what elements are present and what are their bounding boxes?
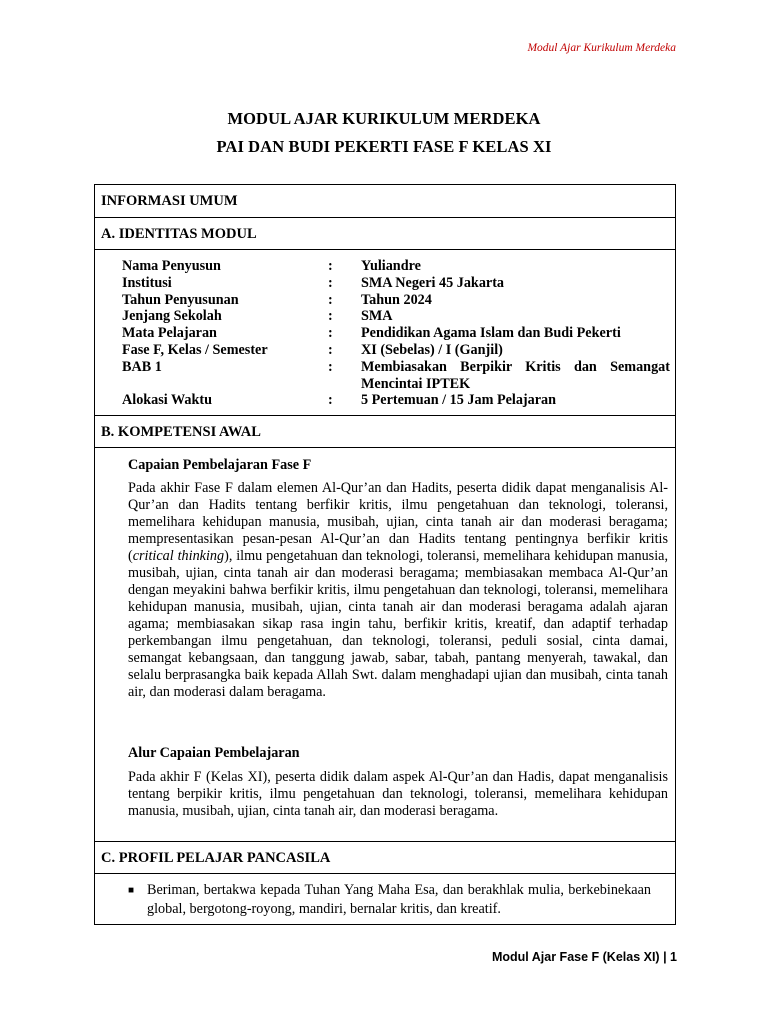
identity-label: Alokasi Waktu: [122, 392, 213, 409]
identity-colon: :: [328, 358, 333, 375]
identity-label: Nama Penyusun: [122, 258, 221, 274]
identity-value: XI (Sebelas) / I (Ganjil): [361, 341, 503, 358]
identity-label: Jenjang Sekolah: [122, 308, 222, 325]
identity-value: Pendidikan Agama Islam dan Budi Pekerti: [361, 325, 621, 342]
capaian-text-start: Pada akhir Fase F dalam elemen Al-Qur’an dan Hadits, peserta didik dapat menganalisis Al-Qur’an dan Hadits tentang berfikir kritis, ilmu pengetahuan dan teknologi, toleransi, memelihara kehidupan manusia, musibah, ujian, cinta tanah air dan moderasi beragama; mempresentasikan pesan-pesan Al-Qur’an dan Hadits tentang pentingnya berfikir kritis (: [128, 480, 668, 564]
identity-value: SMA: [361, 308, 393, 325]
kompetensi-heading: B. KOMPETENSI AWAL: [101, 424, 261, 440]
capaian-text-end: ), ilmu pengetahuan dan teknologi, toleransi, memelihara kehidupan manusia, musibah, ujian, cinta tanah air dan moderasi beragama; membiasakan membaca Al-Qur’an dengan meyakini bahwa berfikir kritis, ilmu pengetahuan dan teknologi, toleransi, memelihara kehidupan manusia, musibah, ujian, cinta tanah air dan moderasi beragama adalah ajaran agama; membiasakan sikap rasa ingin tahu, berfikir kritis, kreatif, dan adaptif terhadap perkembangan ilmu pengetahuan, dan teknologi, toleransi, peduli sosial, cinta damai, semangat kebangsaan, dan tanggung jawab, sabar, tabah, pantang menyerah, tawakal, dan selalu berprasangka baik kepada Allah Swt. dalam menghadapi ujian dan musibah, cinta tanah air, dan moderasi dalam beragama.: [128, 548, 668, 700]
identity-colon: :: [328, 308, 333, 325]
identity-row: [122, 325, 670, 342]
identity-value: SMA Negeri 45 Jakarta: [361, 274, 505, 291]
identity-colon: :: [328, 392, 333, 409]
bullet-square-icon: ■: [128, 885, 135, 896]
identity-value: Membiasakan Berpikir Kritis dan Semangat Mencintai IPTEK: [361, 358, 670, 392]
identity-label: Institusi: [122, 274, 172, 291]
identity-colon: :: [328, 341, 333, 358]
identity-label: Fase F, Kelas / Semester: [122, 341, 268, 358]
list-item: [128, 881, 651, 919]
identitas-content-row: [95, 249, 675, 415]
identity-row: [122, 359, 670, 393]
profil-content-row: [95, 873, 675, 924]
info-umum-heading: INFORMASI UMUM: [101, 193, 238, 209]
identity-row: [122, 258, 670, 275]
capaian-heading: Capaian Pembelajaran Fase F: [128, 457, 312, 473]
identity-label: BAB 1: [122, 358, 162, 375]
capaian-paragraph: [128, 480, 668, 701]
identity-value: 5 Pertemuan / 15 Jam Pelajaran: [361, 392, 557, 409]
identitas-heading: A. IDENTITAS MODUL: [101, 226, 257, 242]
identity-value: Yuliandre: [361, 258, 421, 274]
capaian-italic-term: critical thinking: [132, 548, 225, 564]
running-header: Modul Ajar Kurikulum Merdeka: [527, 42, 676, 54]
identity-row: [122, 342, 670, 359]
identity-list: [122, 258, 670, 409]
identity-row: [122, 308, 670, 325]
identity-label: Tahun Penyusunan: [122, 291, 239, 308]
info-umum-row: [95, 185, 675, 217]
info-table: [94, 184, 676, 925]
page-footer: Modul Ajar Fase F (Kelas XI) | 1: [491, 950, 677, 964]
identity-label: Mata Pelajaran: [122, 325, 217, 342]
identity-colon: :: [328, 274, 333, 291]
alur-heading: Alur Capaian Pembelajaran: [128, 745, 300, 761]
kompetensi-header-row: [95, 415, 675, 447]
identity-colon: :: [328, 258, 333, 274]
identity-row: [122, 392, 670, 409]
identity-colon: :: [328, 325, 333, 342]
identity-row: [122, 275, 670, 292]
profil-heading: C. PROFIL PELAJAR PANCASILA: [101, 850, 331, 866]
identity-row: [122, 292, 670, 309]
profil-bullet-text: Beriman, bertakwa kepada Tuhan Yang Maha Esa, dan berakhlak mulia, berkebinekaan global, bergotong-royong, mandiri, bernalar kritis, dan kreatif.: [147, 882, 651, 917]
document-subtitle: PAI DAN BUDI PEKERTI FASE F KELAS XI: [216, 137, 552, 156]
profil-header-row: [95, 841, 675, 873]
identity-colon: :: [328, 291, 333, 308]
kompetensi-content-row: [95, 447, 675, 841]
identity-value: Tahun 2024: [361, 291, 432, 308]
identitas-header-row: [95, 217, 675, 249]
alur-paragraph: Pada akhir F (Kelas XI), peserta didik dalam aspek Al-Qur’an dan Hadis, dapat menganalisis tentang berpikir kritis, ilmu pengetahuan dan teknologi, toleransi, memelihara kehidupan manusia, musibah, ujian, cinta tanah air, dan moderasi beragama.: [128, 769, 668, 819]
document-title: MODUL AJAR KURIKULUM MERDEKA: [227, 109, 541, 128]
